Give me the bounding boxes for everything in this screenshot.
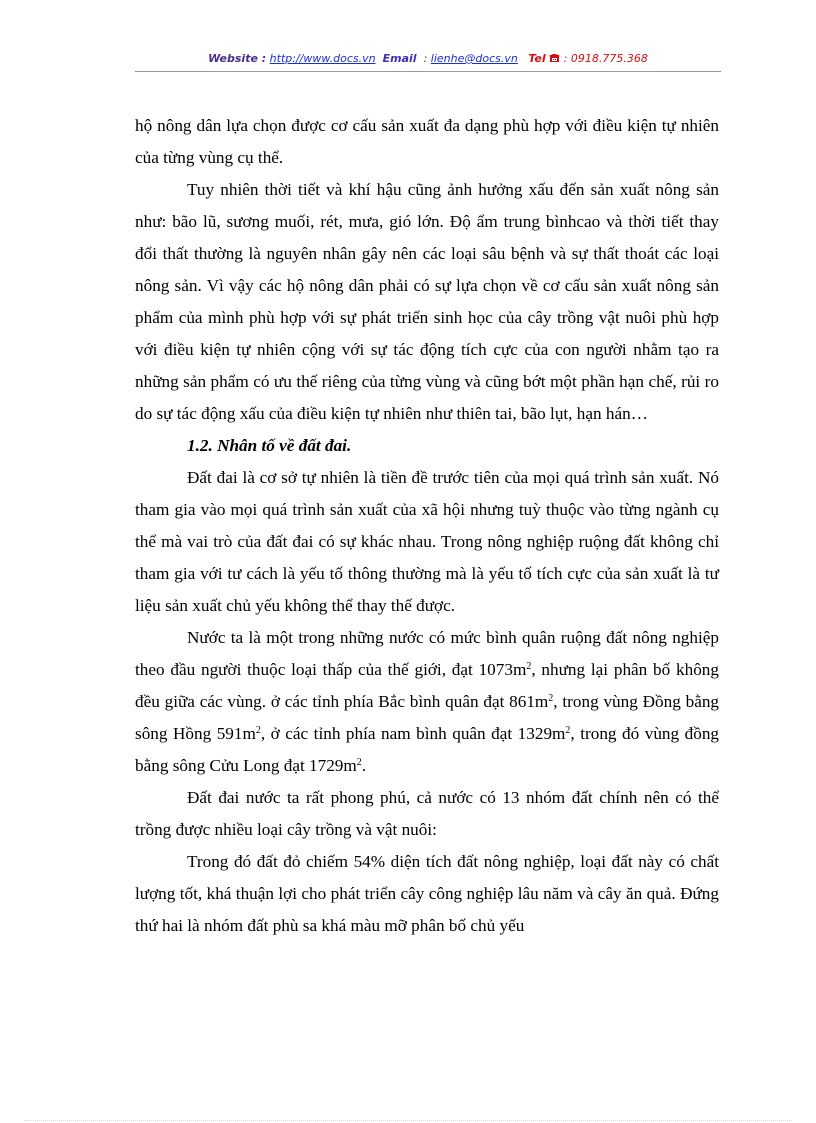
p4-text-3: , trong vùng Đồng bằng sông Hồng 591m: [135, 692, 720, 743]
superscript-2: 2: [548, 693, 554, 704]
section-heading: 1.2. Nhân tố về đất đai.: [187, 436, 352, 455]
header-divider: [135, 71, 721, 72]
paragraph-2: Tuy nhiên thời tiết và khí hậu cũng ảnh hưởng xấu đến sản xuất nông sản như: bão lũ, sương muối, rét, mưa, gió lớn. Độ ẩm trung bìnhcao và thời tiết thay đổi thất thường là nguyên nhân gây nên các loại sâu bệnh và sự thất thoát các loại nông sản. Vì vậy các hộ nông dân phải có sự lựa chọn về cơ cấu sản xuất nông sản phẩm của mình phù hợp với sự phát triển sinh học của cây trồng vật nuôi phù hợp với điều kiện tự nhiên cộng với sự tác động tích cực của con người nhằm tạo ra những sản phẩm có ưu thế riêng của từng vùng và cũng bớt một phần hạn chế, rủi ro do sự tác động xấu của điều kiện tự nhiên như thiên tai, bão lụt, hạn hán…: [135, 180, 719, 423]
website-label: Website :: [208, 52, 267, 65]
paragraph-5: Đất đai nước ta rất phong phú, cả nước có 13 nhóm đất chính nên có thể trồng được nhiều loại cây trồng và vật nuôi:: [135, 788, 719, 839]
paragraph-4: [135, 622, 719, 782]
paragraph-6: Trong đó đất đỏ chiếm 54% diện tích đất nông nghiệp, loại đất này có chất lượng tốt, khá thuận lợi cho phát triển cây công nghiệp lâu năm và cây ăn quả. Đứng thứ hai là nhóm đất phù sa khá màu mỡ phân bố chủ yếu: [135, 852, 719, 935]
email-separator: :: [423, 52, 428, 65]
email-link[interactable]: lienhe@docs.vn: [430, 52, 518, 65]
website-link[interactable]: http://www.docs.vn: [269, 52, 376, 65]
p4-text-6: .: [361, 756, 367, 775]
tel-label: Tel: [528, 52, 546, 65]
superscript-2: 2: [356, 757, 362, 768]
paragraph-1: hộ nông dân lựa chọn được cơ cấu sản xuất đa dạng phù hợp với điều kiện tự nhiên của từng vùng cụ thể.: [135, 116, 719, 167]
page-bottom-divider: [24, 1120, 792, 1121]
tel-number: 0918.775.368: [570, 52, 648, 65]
p4-text-5: , trong đó vùng đồng bằng sông Cửu Long đạt 1729m: [135, 724, 720, 775]
p4-text-1: Nước ta là một trong những nước có mức bình quân ruộng đất nông nghiệp theo đầu người thuộc loại thấp của thế giới, đạt 1073m: [135, 628, 719, 679]
superscript-2: 2: [565, 725, 571, 736]
email-label: Email: [382, 52, 417, 65]
superscript-2: 2: [526, 661, 532, 672]
telephone-icon: [549, 53, 560, 66]
tel-separator: :: [563, 52, 568, 65]
paragraph-3: Đất đai là cơ sở tự nhiên là tiền đề trước tiên của mọi quá trình sản xuất. Nó tham gia vào mọi quá trình sản xuất của xã hội nhưng tuỳ thuộc vào từng ngành cụ thể mà vai trò của đất đai có sự khác nhau. Trong nông nghiệp ruộng đất không chỉ tham gia với tư cách là yếu tố thông thường mà là yếu tố tích cực của sản xuất là tư liệu sản xuất chủ yếu không thể thay thế được.: [135, 468, 719, 615]
p4-text-2: , nhưng lại phân bố không đều giữa các vùng. ở các tỉnh phía Bắc bình quân đạt 861m: [135, 660, 719, 711]
p4-text-4: , ở các tỉnh phía nam bình quân đạt 1329m: [260, 724, 566, 743]
superscript-2: 2: [255, 725, 261, 736]
document-body: [135, 110, 719, 942]
page-header: [135, 52, 721, 66]
